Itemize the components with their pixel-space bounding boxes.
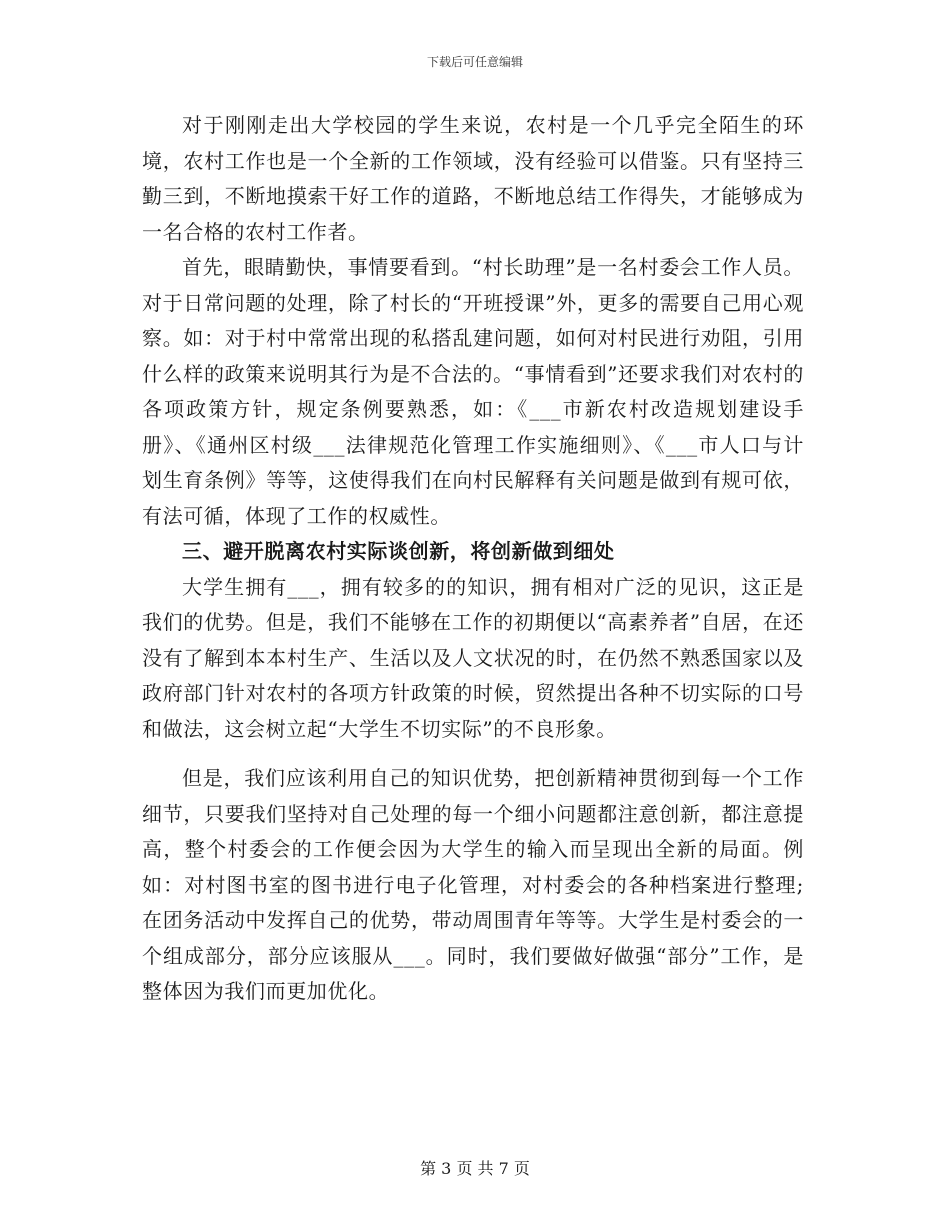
section-heading: 三、避开脱离农村实际谈创新，将创新做到细处 [182, 539, 615, 563]
page-number: 第 3 页 共 7 页 [420, 1159, 530, 1178]
document-body [142, 108, 804, 1010]
page-header-note: 下载后可任意编辑 [426, 55, 523, 69]
paragraph-student-advantage: 大学生拥有___，拥有较多的的知识，拥有相对广泛的见识，这正是我们的优势。但是，我们不能够在工作的初期便以“高素养者”自居，在还没有了解到本本村生产、生活以及人文状况的时，在仍然不熟悉国家以及政府部门针对农村的各项方针政策的时候，贸然提出各种不切实际的口号和做法，这会树立起“大学生不切实际”的不良形象。 [142, 574, 804, 741]
paragraph-innovation: 但是，我们应该利用自己的知识优势，把创新精神贯彻到每一个工作细节，只要我们坚持对自己处理的每一个细小问题都注意创新，都注意提高，整个村委会的工作便会因为大学生的输入而呈现出全新的局面。例如：对村图书室的图书进行电子化管理，对村委会的各种档案进行整理;在团务活动中发挥自己的优势，带动周围青年等等。大学生是村委会的一个组成部分，部分应该服从___。同时，我们要做好做强“部分”工作，是整体因为我们而更加优化。 [142, 766, 804, 1003]
paragraph-intro: 对于刚刚走出大学校园的学生来说，农村是一个几乎完全陌生的环境，农村工作也是一个全新的工作领域，没有经验可以借鉴。只有坚持三勤三到，不断地摸索干好工作的道路，不断地总结工作得失，才能够成为一名合格的农村工作者。 [142, 113, 804, 244]
paragraph-gap [142, 747, 804, 761]
paragraph-eyes-diligent: 首先，眼睛勤快，事情要看到。“村长助理”是一名村委会工作人员。对于日常问题的处理，除了村长的“开班授课”外，更多的需要自己用心观察。如：对于村中常常出现的私搭乱建问题，如何对村民进行劝阻，引用什么样的政策来说明其行为是不合法的。“事情看到”还要求我们对农村的各项政策方针，规定条例要熟悉，如：《___市新农村改造规划建设手册》、《通州区村级___法律规范化管理工作实施细则》、《___市人口与计划生育条例》等等，这使得我们在向村民解释有关问题是做到有规可依，有法可循，体现了工作的权威性。 [142, 255, 804, 528]
